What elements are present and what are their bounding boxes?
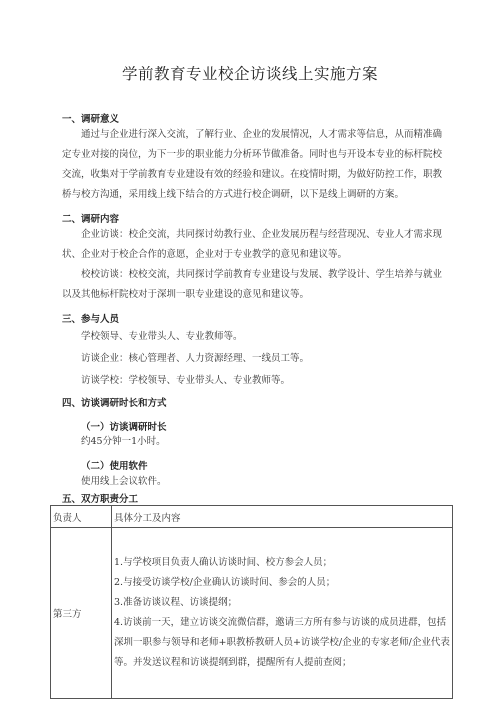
duration-text: 约45分钟一1小时。 bbox=[81, 436, 166, 447]
section-1-paragraph: 通过与企业进行深入交流，了解行业、企业的发展情况，人才需求等信息，从而精准确定专业对接的岗位，为下一步的职业能力分析环节做准备。同时也与开设本专业的标杆院校交流，收集对于学前教育专业建设有效的经验和建议。在疫情时期，为做好防控工作，职教桥与校方沟通，采用线上线下结合的方式进行校企调研，以下是线上调研的方案。 bbox=[62, 129, 443, 200]
task-item-2: 2.与接受访谈学校/企业确认访谈时间、参会的人员； bbox=[114, 577, 336, 588]
subsection-heading-software: （二）使用软件 bbox=[81, 461, 148, 472]
software-text: 使用线上会议软件。 bbox=[81, 476, 167, 487]
subsection-heading-duration: （一）访谈调研时长 bbox=[81, 422, 167, 433]
table-cell-items bbox=[112, 528, 453, 699]
section-2-paragraph-1: 企业访谈：校企交流，共同探讨幼教行业、企业发展历程与经营现况、专业人才需求现状、企业对于校企合作的意愿，企业对于专业教学的意见和建议等。 bbox=[62, 229, 443, 260]
document-title: 学前教育专业校企访谈线上实施方案 bbox=[121, 65, 378, 83]
section-3-paragraph-3: 访谈学校：学校领导、专业带头人、专业教师等。 bbox=[81, 375, 291, 386]
table-row bbox=[51, 528, 453, 699]
task-item-4: 4.访谈前一天，建立访谈交流微信群，邀请三方所有参与访谈的成员进群，包括深圳一职参与领导和老师+职教桥教研人员+访谈学校/企业的专家老师/企业代表等。并发送议程和访谈提纲到群，提醒所有人提前查阅； bbox=[114, 617, 450, 668]
table-header-owner: 负责人 bbox=[51, 506, 112, 528]
table-header-row bbox=[51, 506, 453, 528]
section-heading-2: 二、调研内容 bbox=[62, 214, 120, 225]
section-3-paragraph-1: 学校领导、专业带头人、专业教师等。 bbox=[81, 331, 243, 342]
responsibility-table bbox=[50, 505, 453, 699]
section-heading-4: 四、访谈调研时长和方式 bbox=[62, 398, 167, 409]
section-heading-1: 一、调研意义 bbox=[62, 114, 120, 125]
section-2-paragraph-2: 校校访谈：校校交流，共同探讨学前教育专业建设与发展、教学设计、学生培养与就业以及其他标杆院校对于深圳一职专业建设的意见和建议等。 bbox=[62, 269, 443, 300]
section-3-paragraph-2: 访谈企业：核心管理者、人力资源经理、一线员工等。 bbox=[81, 353, 310, 364]
task-item-1: 1.与学校项目负责人确认访谈时间、校方参会人员； bbox=[114, 557, 333, 568]
table-header-content: 具体分工及内容 bbox=[112, 506, 453, 528]
task-item-3: 3.准备访谈议程、访谈提纲； bbox=[114, 597, 238, 608]
section-heading-3: 三、参与人员 bbox=[62, 314, 120, 325]
table-cell-role: 第三方 bbox=[51, 528, 112, 699]
section-heading-5: 五、双方职责分工 bbox=[62, 494, 139, 505]
